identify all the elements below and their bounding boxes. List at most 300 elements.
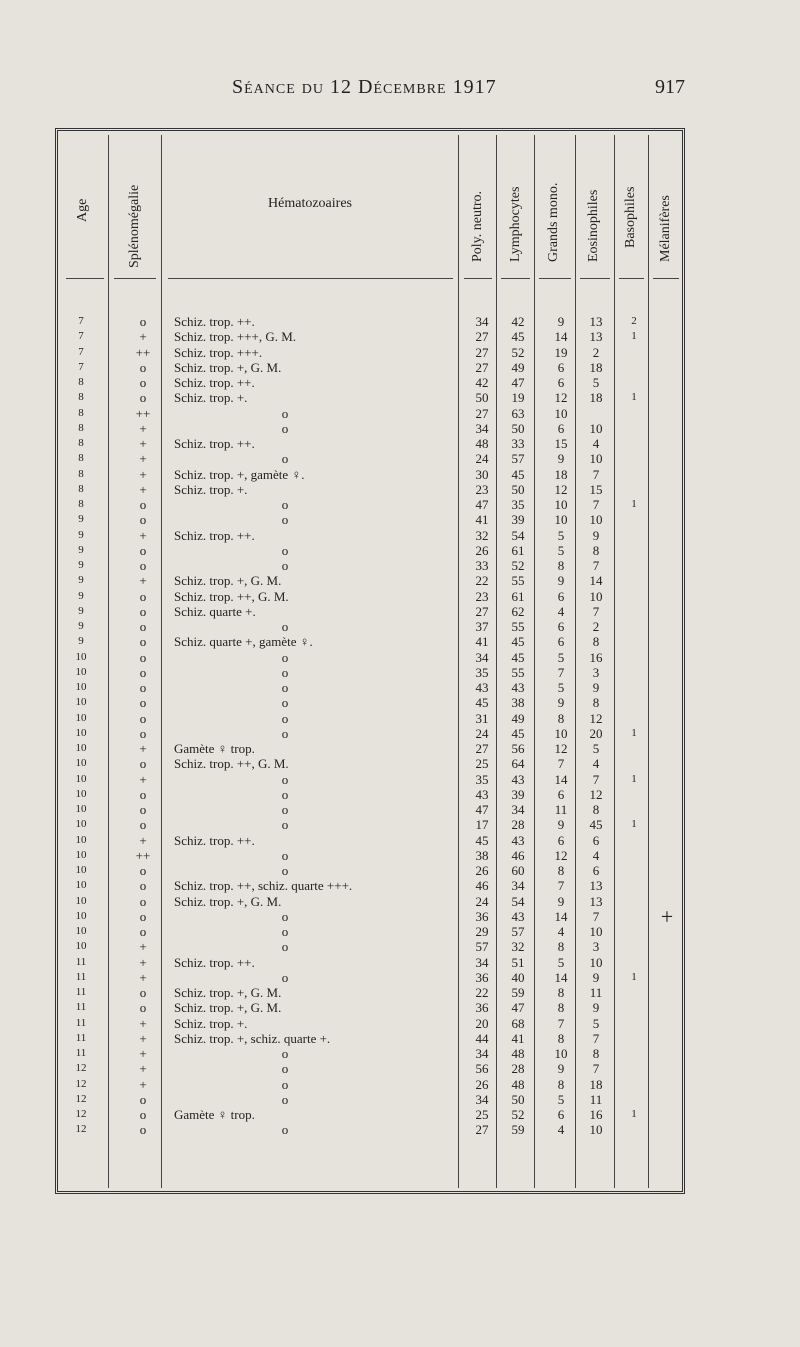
eosinophiles-cell: 12	[589, 710, 603, 726]
hematozoaires-cell: Schiz. trop. +, G. M.	[174, 1000, 282, 1016]
grands-mono-cell: 7	[557, 664, 565, 680]
hematozoaires-cell: o	[281, 786, 289, 802]
eosinophiles-cell: 45	[589, 817, 603, 833]
grands-mono-cell: 10	[554, 512, 568, 528]
age-cell: 10	[75, 925, 87, 937]
hematozoaires-cell: o	[281, 725, 289, 741]
splenomegalie-cell: o	[139, 634, 147, 650]
splenomegalie-cell: +	[139, 573, 147, 589]
lymphocytes-cell: 49	[511, 710, 525, 726]
splenomegalie-cell: +	[139, 741, 147, 756]
poly-neutro-cell: 32	[475, 527, 489, 543]
grands-mono-cell: 14	[554, 771, 568, 787]
splenomegalie-cell: +	[139, 1030, 147, 1046]
lymphocytes-cell: 48	[511, 1046, 525, 1061]
poly-neutro-cell: 44	[475, 1030, 489, 1046]
poly-neutro-cell: 38	[475, 847, 489, 863]
age-cell: 11	[75, 1047, 87, 1059]
age-cell: 10	[75, 864, 87, 876]
poly-neutro-cell: 56	[475, 1061, 489, 1077]
poly-neutro-cell: 29	[475, 924, 489, 939]
eosinophiles-cell: 8	[592, 542, 600, 558]
poly-neutro-cell: 26	[475, 1076, 489, 1092]
eosinophiles-cell: 4	[592, 847, 600, 863]
eosinophiles-cell: 10	[589, 588, 603, 604]
grands-mono-cell: 14	[554, 329, 568, 345]
poly-neutro-cell: 47	[475, 497, 489, 512]
poly-neutro-cell: 35	[475, 771, 489, 787]
splenomegalie-cell: +	[139, 466, 147, 482]
eosinophiles-cell: 10	[589, 924, 603, 939]
splenomegalie-cell: o	[139, 558, 147, 573]
lymphocytes-cell: 34	[511, 878, 525, 894]
grands-mono-cell: 6	[557, 375, 565, 390]
grands-mono-cell: 18	[554, 466, 568, 482]
splenomegalie-cell: o	[139, 985, 147, 1000]
splenomegalie-cell: +	[139, 939, 147, 955]
age-cell: 12	[75, 1123, 87, 1136]
poly-neutro-cell: 25	[475, 1107, 489, 1122]
hematozoaires-cell: o	[281, 771, 289, 787]
age-cell: 8	[78, 498, 84, 510]
grands-mono-cell: 9	[557, 314, 565, 329]
hematozoaires-cell: o	[281, 512, 289, 528]
splenomegalie-cell: +	[139, 451, 147, 467]
hematozoaires-cell: o	[281, 695, 289, 711]
age-cell: 10	[75, 848, 87, 861]
hematozoaires-cell: Schiz. quarte +.	[174, 603, 256, 619]
eosinophiles-cell: 12	[589, 786, 603, 802]
grands-mono-cell: 6	[557, 1107, 565, 1122]
hematozoaires-cell: Schiz. trop. +, G. M.	[174, 359, 282, 375]
lymphocytes-cell: 47	[511, 375, 525, 390]
hematozoaires-cell: Schiz. trop. +.	[174, 1015, 248, 1031]
lymphocytes-cell: 28	[511, 1061, 525, 1077]
age-cell: 9	[78, 620, 84, 632]
grands-mono-cell: 6	[557, 420, 565, 436]
poly-neutro-cell: 17	[475, 817, 489, 833]
hematozoaires-cell: Schiz. trop. +.	[174, 481, 248, 497]
age-cell: 9	[78, 528, 84, 541]
age-cell: 10	[75, 818, 87, 831]
lymphocytes-cell: 68	[511, 1015, 525, 1031]
splenomegalie-cell: +	[139, 771, 147, 787]
splenomegalie-cell: o	[139, 359, 147, 375]
poly-neutro-cell: 48	[475, 436, 489, 451]
poly-neutro-cell: 35	[475, 664, 489, 680]
grands-mono-cell: 12	[554, 390, 568, 406]
lymphocytes-cell: 40	[511, 969, 525, 985]
lymphocytes-cell: 41	[511, 1030, 525, 1046]
basophiles-cell: 1	[631, 772, 637, 785]
hematozoaires-cell: o	[281, 817, 289, 833]
splenomegalie-cell: o	[139, 680, 147, 695]
poly-neutro-cell: 27	[475, 741, 489, 756]
age-cell: 11	[75, 1016, 87, 1029]
header-rule	[653, 278, 679, 279]
hematozoaires-cell: Schiz. trop. ++.	[174, 314, 255, 329]
grands-mono-cell: 4	[557, 924, 565, 939]
grands-mono-cell: 19	[554, 344, 568, 360]
hematozoaires-cell: o	[281, 802, 289, 817]
hematozoaires-cell: o	[281, 1122, 289, 1138]
eosinophiles-cell: 10	[589, 420, 603, 436]
hematozoaires-cell: o	[281, 710, 289, 726]
grands-mono-cell: 8	[557, 558, 565, 573]
poly-neutro-cell: 23	[475, 588, 489, 604]
age-cell: 10	[75, 726, 87, 739]
splenomegalie-cell: o	[139, 664, 147, 680]
age-cell: 11	[75, 955, 87, 968]
age-cell: 8	[78, 391, 84, 404]
eosinophiles-cell: 8	[592, 695, 600, 711]
poly-neutro-cell: 30	[475, 466, 489, 482]
splenomegalie-cell: +	[139, 969, 147, 985]
eosinophiles-cell: 6	[592, 863, 600, 878]
splenomegalie-cell: +	[139, 436, 147, 451]
poly-neutro-cell: 26	[475, 863, 489, 878]
header-rule	[539, 278, 571, 279]
splenomegalie-cell: o	[139, 603, 147, 619]
lymphocytes-cell: 54	[511, 893, 525, 909]
splenomegalie-cell: +	[139, 329, 147, 345]
basophiles-cell: 1	[631, 818, 637, 831]
eosinophiles-cell: 13	[589, 893, 603, 909]
poly-neutro-cell: 46	[475, 878, 489, 894]
grands-mono-cell: 9	[557, 893, 565, 909]
grands-mono-cell: 8	[557, 1076, 565, 1092]
age-cell: 10	[75, 650, 87, 663]
age-cell: 11	[75, 1001, 87, 1014]
age-cell: 9	[78, 543, 84, 556]
splenomegalie-cell: o	[139, 497, 147, 512]
poly-neutro-cell: 27	[475, 359, 489, 375]
poly-neutro-cell: 41	[475, 512, 489, 528]
lymphocytes-cell: 34	[511, 802, 525, 817]
age-cell: 8	[78, 421, 84, 434]
age-cell: 10	[75, 711, 87, 724]
splenomegalie-cell: o	[139, 725, 147, 741]
lymphocytes-cell: 61	[511, 542, 525, 558]
age-cell: 10	[75, 894, 87, 907]
lymphocytes-cell: 50	[511, 1091, 525, 1107]
eosinophiles-cell: 7	[592, 771, 600, 787]
header-rule	[619, 278, 644, 279]
age-cell: 9	[78, 589, 84, 602]
poly-neutro-cell: 41	[475, 634, 489, 650]
poly-neutro-cell: 22	[475, 985, 489, 1000]
hematozoaires-cell: o	[281, 405, 289, 421]
hematozoaires-cell: Schiz. trop. ++.	[174, 436, 255, 451]
poly-neutro-cell: 34	[475, 649, 489, 665]
age-cell: 8	[78, 452, 84, 465]
splenomegalie-cell: o	[139, 893, 147, 909]
splenomegalie-cell: o	[139, 619, 147, 634]
header-eosinophiles: Eosinophiles	[586, 189, 601, 262]
header-rule	[66, 278, 104, 279]
age-cell: 10	[75, 909, 87, 922]
grands-mono-cell: 7	[557, 878, 565, 894]
eosinophiles-cell: 13	[589, 314, 603, 329]
splenomegalie-cell: ++	[135, 847, 151, 863]
age-cell: 10	[75, 696, 87, 709]
age-cell: 7	[78, 315, 84, 327]
splenomegalie-cell: +	[139, 1061, 147, 1077]
lymphocytes-cell: 43	[511, 908, 525, 924]
basophiles-cell: 1	[631, 1108, 637, 1120]
lymphocytes-cell: 55	[511, 573, 525, 589]
hematozoaires-cell: Gamète ♀ trop.	[174, 1107, 255, 1122]
poly-neutro-cell: 37	[475, 619, 489, 634]
poly-neutro-cell: 33	[475, 558, 489, 573]
eosinophiles-cell: 5	[592, 1015, 600, 1031]
splenomegalie-cell: o	[139, 512, 147, 528]
hematozoaires-cell: Schiz. trop. +, G. M.	[174, 985, 282, 1000]
splenomegalie-cell: o	[139, 695, 147, 711]
basophiles-cell: 2	[631, 315, 637, 327]
hematozoaires-cell: Schiz. trop. +++.	[174, 344, 263, 360]
splenomegalie-cell: o	[139, 924, 147, 939]
running-title: Séance du 12 Décembre 1917	[232, 76, 497, 98]
hematozoaires-cell: o	[281, 542, 289, 558]
poly-neutro-cell: 47	[475, 802, 489, 817]
grands-mono-cell: 4	[557, 603, 565, 619]
grands-mono-cell: 10	[554, 1046, 568, 1061]
grands-mono-cell: 9	[557, 573, 565, 589]
hematozoaires-cell: o	[281, 969, 289, 985]
poly-neutro-cell: 45	[475, 695, 489, 711]
grands-mono-cell: 5	[557, 527, 565, 543]
splenomegalie-cell: o	[139, 756, 147, 772]
splenomegalie-cell: o	[139, 542, 147, 558]
lymphocytes-cell: 61	[511, 588, 525, 604]
eosinophiles-cell: 3	[592, 939, 600, 955]
lymphocytes-cell: 43	[511, 771, 525, 787]
lymphocytes-cell: 35	[511, 497, 525, 512]
age-cell: 9	[78, 635, 84, 648]
poly-neutro-cell: 27	[475, 329, 489, 345]
eosinophiles-cell: 10	[589, 954, 603, 970]
grands-mono-cell: 9	[557, 451, 565, 467]
hematozoaires-cell: Schiz. trop. ++, G. M.	[174, 756, 289, 772]
grands-mono-cell: 6	[557, 588, 565, 604]
eosinophiles-cell: 7	[592, 558, 600, 573]
hematozoaires-cell: Schiz. trop. ++.	[174, 954, 255, 970]
age-cell: 8	[78, 482, 84, 495]
eosinophiles-cell: 7	[592, 1030, 600, 1046]
grands-mono-cell: 9	[557, 1061, 565, 1077]
basophiles-cell: 1	[631, 726, 637, 739]
age-cell: 11	[75, 970, 87, 983]
lymphocytes-cell: 59	[511, 1122, 525, 1138]
grands-mono-cell: 10	[554, 497, 568, 512]
poly-neutro-cell: 27	[475, 603, 489, 619]
lymphocytes-cell: 45	[511, 634, 525, 650]
age-cell: 7	[78, 360, 84, 373]
lymphocytes-cell: 49	[511, 359, 525, 375]
hematozoaires-cell: o	[281, 497, 289, 512]
header-lymphocytes: Lymphocytes	[508, 186, 523, 262]
splenomegalie-cell: o	[139, 375, 147, 390]
lymphocytes-cell: 39	[511, 786, 525, 802]
splenomegalie-cell: o	[139, 1122, 147, 1138]
poly-neutro-cell: 42	[475, 375, 489, 390]
eosinophiles-cell: 9	[592, 1000, 600, 1016]
eosinophiles-cell: 10	[589, 451, 603, 467]
page-number: 917	[655, 76, 685, 98]
poly-neutro-cell: 34	[475, 1046, 489, 1061]
eosinophiles-cell: 8	[592, 802, 600, 817]
hematozoaires-cell: Schiz. trop. +, G. M.	[174, 573, 282, 589]
eosinophiles-cell: 10	[589, 512, 603, 528]
grands-mono-cell: 12	[554, 481, 568, 497]
splenomegalie-cell: ++	[135, 405, 151, 421]
hematozoaires-cell: o	[281, 558, 289, 573]
hematozoaires-cell: o	[281, 847, 289, 863]
lymphocytes-cell: 56	[511, 741, 525, 756]
splenomegalie-cell: +	[139, 832, 147, 848]
grands-mono-cell: 6	[557, 634, 565, 650]
poly-neutro-cell: 24	[475, 893, 489, 909]
age-cell: 10	[75, 681, 87, 693]
hematozoaires-cell: Schiz. trop. ++, schiz. quarte +++.	[174, 878, 353, 894]
grands-mono-cell: 9	[557, 695, 565, 711]
eosinophiles-cell: 7	[592, 497, 600, 512]
grands-mono-cell: 7	[557, 756, 565, 772]
lymphocytes-cell: 46	[511, 847, 525, 863]
age-cell: 10	[75, 787, 87, 800]
hematozoaires-cell: Schiz. trop. ++.	[174, 832, 255, 848]
splenomegalie-cell: o	[139, 817, 147, 833]
hematozoaires-cell: o	[281, 680, 289, 695]
grands-mono-cell: 12	[554, 847, 568, 863]
lymphocytes-cell: 45	[511, 725, 525, 741]
poly-neutro-cell: 50	[475, 390, 489, 406]
basophiles-cell: 1	[631, 391, 637, 404]
age-cell: 8	[78, 467, 84, 480]
eosinophiles-cell: 11	[589, 1091, 603, 1107]
lymphocytes-cell: 48	[511, 1076, 525, 1092]
eosinophiles-cell: 16	[589, 649, 603, 665]
grands-mono-cell: 9	[557, 817, 565, 833]
hematozoaires-cell: Schiz. trop. +.	[174, 390, 248, 406]
hematozoaires-cell: o	[281, 649, 289, 665]
grands-mono-cell: 6	[557, 359, 565, 375]
splenomegalie-cell: +	[139, 954, 147, 970]
eosinophiles-cell: 4	[592, 436, 600, 451]
hematozoaires-cell: o	[281, 1076, 289, 1092]
hematozoaires-cell: o	[281, 420, 289, 436]
lymphocytes-cell: 47	[511, 1000, 525, 1016]
lymphocytes-cell: 45	[511, 329, 525, 345]
age-cell: 12	[75, 1108, 87, 1120]
hematozoaires-cell: Schiz. trop. +, G. M.	[174, 893, 282, 909]
header-rule	[464, 278, 492, 279]
age-cell: 10	[75, 879, 87, 892]
age-cell: 9	[78, 604, 84, 617]
poly-neutro-cell: 27	[475, 344, 489, 360]
eosinophiles-cell: 20	[589, 725, 603, 741]
splenomegalie-cell: o	[139, 802, 147, 817]
lymphocytes-cell: 63	[511, 405, 525, 421]
poly-neutro-cell: 43	[475, 786, 489, 802]
splenomegalie-cell: o	[139, 908, 147, 924]
header-rule	[501, 278, 530, 279]
poly-neutro-cell: 25	[475, 756, 489, 772]
grands-mono-cell: 6	[557, 619, 565, 634]
poly-neutro-cell: 34	[475, 954, 489, 970]
lymphocytes-cell: 52	[511, 344, 525, 360]
splenomegalie-cell: o	[139, 863, 147, 878]
eosinophiles-cell: 14	[589, 573, 603, 589]
lymphocytes-cell: 45	[511, 649, 525, 665]
age-cell: 12	[75, 1092, 87, 1105]
age-cell: 8	[78, 376, 84, 388]
header-splenomegalie: Splénomégalie	[127, 184, 142, 268]
splenomegalie-cell: +	[139, 1046, 147, 1061]
grands-mono-cell: 5	[557, 649, 565, 665]
hematozoaires-cell: Gamète ♀ trop.	[174, 741, 255, 756]
age-cell: 8	[78, 406, 84, 419]
splenomegalie-cell: o	[139, 314, 147, 329]
eosinophiles-cell: 7	[592, 466, 600, 482]
splenomegalie-cell: o	[139, 1091, 147, 1107]
splenomegalie-cell: +	[139, 527, 147, 543]
lymphocytes-cell: 57	[511, 451, 525, 467]
hematozoaires-cell: o	[281, 1091, 289, 1107]
age-cell: 9	[78, 574, 84, 587]
lymphocytes-cell: 43	[511, 680, 525, 695]
lymphocytes-cell: 62	[511, 603, 525, 619]
grands-mono-cell: 14	[554, 908, 568, 924]
eosinophiles-cell: 5	[592, 375, 600, 390]
lymphocytes-cell: 54	[511, 527, 525, 543]
eosinophiles-cell: 3	[592, 664, 600, 680]
hematozoaires-cell: o	[281, 619, 289, 634]
hematozoaires-cell: Schiz. trop. ++, G. M.	[174, 588, 289, 604]
grands-mono-cell: 4	[557, 1122, 565, 1138]
poly-neutro-cell: 34	[475, 314, 489, 329]
lymphocytes-cell: 43	[511, 832, 525, 848]
basophiles-cell: 1	[631, 970, 637, 983]
splenomegalie-cell: o	[139, 786, 147, 802]
poly-neutro-cell: 27	[475, 405, 489, 421]
eosinophiles-cell: 15	[589, 481, 603, 497]
eosinophiles-cell: 10	[589, 1122, 603, 1138]
age-cell: 9	[78, 513, 84, 526]
grands-mono-cell: 10	[554, 725, 568, 741]
poly-neutro-cell: 36	[475, 969, 489, 985]
eosinophiles-cell: 9	[592, 969, 600, 985]
age-cell: 7	[78, 345, 84, 358]
splenomegalie-cell: o	[139, 710, 147, 726]
splenomegalie-cell: o	[139, 1000, 147, 1016]
eosinophiles-cell: 7	[592, 603, 600, 619]
grands-mono-cell: 14	[554, 969, 568, 985]
lymphocytes-cell: 57	[511, 924, 525, 939]
lymphocytes-cell: 32	[511, 939, 525, 955]
hematozoaires-cell: o	[281, 863, 289, 878]
age-cell: 9	[78, 559, 84, 571]
lymphocytes-cell: 55	[511, 664, 525, 680]
hematozoaires-cell: Schiz. trop. ++.	[174, 375, 255, 390]
header-basophiles: Basophiles	[623, 186, 638, 248]
eosinophiles-cell: 8	[592, 1046, 600, 1061]
grands-mono-cell: 11	[554, 802, 568, 817]
grands-mono-cell: 6	[557, 786, 565, 802]
lymphocytes-cell: 42	[511, 314, 525, 329]
lymphocytes-cell: 59	[511, 985, 525, 1000]
